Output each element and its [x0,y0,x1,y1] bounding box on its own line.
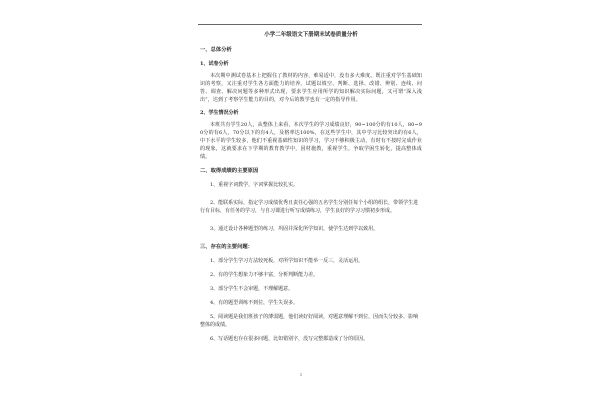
section-heading-measures: 二、取得成绩的主要原因 [200,168,259,174]
document-content [200,31,422,349]
section-heading-problems: 三、存在的主要问题： [200,244,253,250]
document-page [178,0,424,400]
page-number: 1 [299,372,303,377]
problem-item: 6、写话题也存在很多问题，比如错别字，没写完整都造成了分的原因。 [210,336,369,342]
problem-item: 1、部分学生学习方法较死板，对所学知识不能举一反三，灵活运用。 [210,258,364,264]
measure-item: 2、能联系实际，指定学习成绩优秀且责任心强的五名学生分别任每个小组的组长，带领学生进行有目标，有任务的学习，与自习课进行听写成绩练习，学生良好的学习习惯初步形成。 [200,200,419,214]
subsection-heading-paper: 1、试卷分析 [200,61,229,67]
problem-item: 5、阅读题是我们班孩子的薄弱题，他们读好好阅读，对题意理解不到位，因而失分较多，影响整体的成绩。 [200,314,419,328]
student-analysis-paragraph: 本班共有学生20人，从整体上来看，本次学生的学习成绩良好，90~100分的有10人，80~90分的有6人，70分以下的有4人，及格率达100%，在这些学生中，其中学习比较突出的有6人，中下水平的学生较多，他们不重视基础性知识的学习，学习不够积极主动，有时有不按时完成作业的现象，这就要求在下学期的教育教学中，因材施教，重视学生，争取学困生转化，提高整体成绩。 [200,122,422,160]
measure-item: 1、重视字词教学，字词掌握比较扎实。 [210,182,299,188]
problem-item: 4、有的题型训练不到位，学生失误多。 [210,300,299,306]
section-heading-overall: 一、总体分析 [200,47,232,53]
paper-analysis-paragraph: 本次期中测试卷基本上把握住了教材的内容，难易适中，没有多大难度。既注重对学生基础知识的考察，又注重对学生各方面能力的培养。试题以填空、判断、选择、改错、辨别、连线、问答、调查、解决问题等多种形式出现，要求学生应用所学的知识解决实际问题，又可谓“深入浅出”，达到了考察学生能力的目的，对今后的教学也有一定的指导作用。 [200,73,422,103]
header-rule [198,24,422,25]
document-title: 小学二年级语文下册期末试卷质量分析 [264,32,358,38]
problem-item: 3、部分学生不会审题，不理解题意。 [210,286,294,292]
measure-item: 3、通过设计各种题型的练习，巩固并深化所学知识，使学生达到学以致用。 [210,226,379,232]
subsection-heading-students: 2、学生情况分析 [200,110,239,116]
problem-item: 2、有的学生想象力不够丰富，分析判断能力差。 [210,272,319,278]
